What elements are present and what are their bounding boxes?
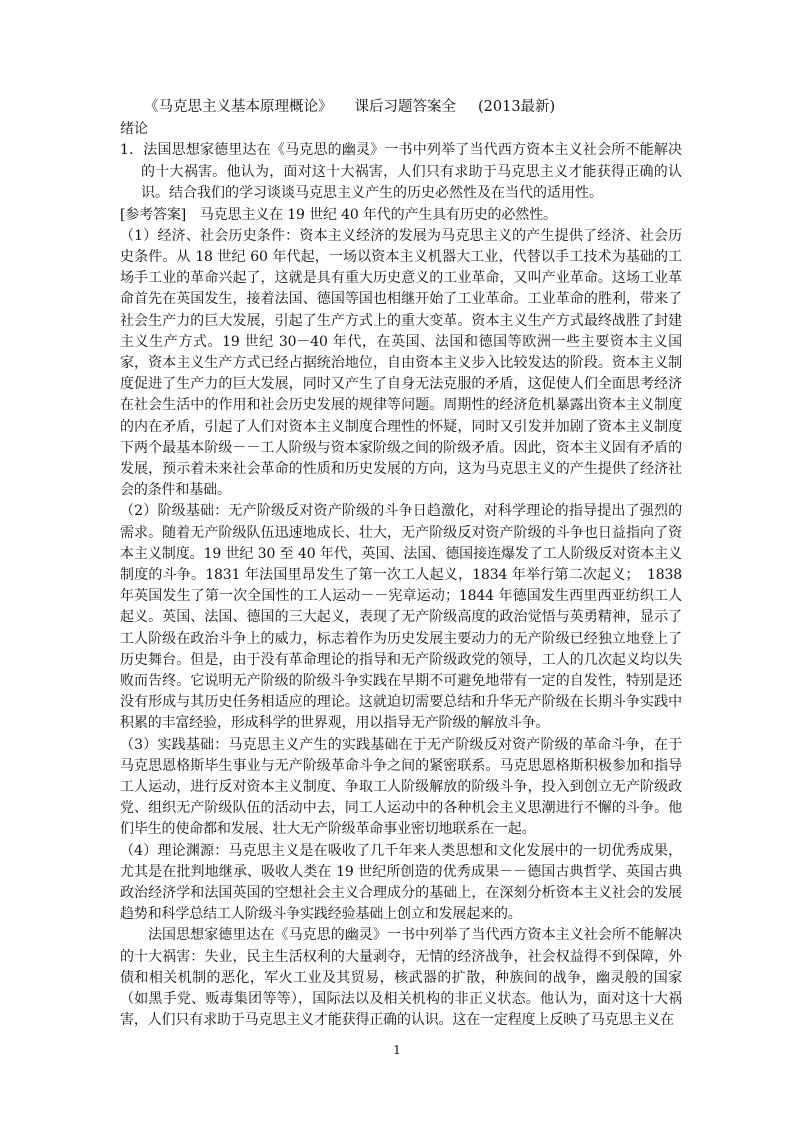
title-subtitle: 课后习题答案全 [354,99,456,115]
paragraph-derrida: 法国思想家德里达在《马克思的幽灵》一书中列举了当代西方资本主义社会所不能解决的十大祸害：失业，民主生活权利的大量剥夺，无情的经济战争，社会权益得不到保障，外债和相关机制的恶化，军火工业及其贸易，核武器的扩散，种族间的战争，幽灵般的国家（如黑手党、贩毒集团等等），国际法以及相关机构的非正义状态。他认为，面对这十大祸害，人们只有求助于马克思主义才能获得正确的认识。这在一定程度上反映了马克思主义在 [120,927,682,1029]
document-body [120,96,682,1031]
paragraph-practice: （3）实践基础：马克思主义产生的实践基础在于无产阶级反对资产阶级的革命斗争，在于马克思恩格斯毕生事业与无产阶级革命斗争之间的紧密联系。马克思恩格斯积极参加和指导工人运动，进行反对资本主义制度、争取工人阶级解放的阶级斗争，投入到创立无产阶级政党、组织无产阶级队伍的活动中去，同工人运动中的各种机会主义思潮进行不懈的斗争。他们毕生的使命都和发展、壮大无产阶级革命事业密切地联系在一起。 [120,736,682,838]
paragraph-class: （2）阶级基础：无产阶级反对资产阶级的斗争日趋激化，对科学理论的指导提出了强烈的需求。随着无产阶级队伍迅速地成长、壮大，无产阶级反对资产阶级的斗争也日益指向了资本主义制度。19 世纪 30 至 40 年代，英国、法国、德国接连爆发了工人阶级反对资本主义制度的斗争。1831 年法国里昂发生了第一次工人起义，1834 年举行第二次起义； 1838 年英国发生了第一次全国性的工人运动－－宪章运动；1844 年德国发生西里西亚纺织工人起义。英国、法国、德国的三大起义，表现了无产阶级高度的政治觉悟与英勇精神，显示了工人阶级在政治斗争上的威力，标志着作为历史发展主要动力的无产阶级已经独立地登上了历史舞台。但是，由于没有革命理论的指导和无产阶级政党的领导，工人的几次起义均以失败而告终。它说明无产阶级的阶级斗争实践在早期不可避免地带有一定的自发性，特别是还没有形成与其历史任务相适应的理论。这就迫切需要总结和升华无产阶级在长期斗争实践中积累的丰富经验，形成科学的世界观，用以指导无产阶级的解放斗争。 [120,503,682,732]
document-title [120,96,682,118]
answer-intro: [参考答案] 马克思主义在 19 世纪 40 年代的产生具有历史的必然性。 [120,206,557,223]
title-main: 《马克思主义基本原理概论》 [144,99,333,115]
question-text: 1．法国思想家德里达在《马克思的幽灵》一书中列举了当代西方资本主义社会所不能解决的十大祸害。他认为，面对这十大祸害，人们只有求助于马克思主义才能获得正确的认识。结合我们的学习谈谈马克思主义产生的历史必然性及在当代的适用性。 [120,142,682,201]
title-year: (2013最新) [478,99,556,115]
page-number: 1 [393,1043,401,1057]
paragraph-economic: （1）经济、社会历史条件：资本主义经济的发展为马克思主义的产生提供了经济、社会历史条件。从 18 世纪 60 年代起，一场以资本主义机器大工业，代替以手工技术为基础的工场手工业的革命兴起了，这就是具有重大历史意义的工业革命，又叫产业革命。这场工业革命首先在英国发生，接着法国、德国等国也相继开始了工业革命。工业革命的胜利，带来了社会生产力的巨大发展，引起了生产方式上的重大变革。资本主义生产方式最终战胜了封建主义生产方式。19 世纪 30－40 年代，在英国、法国和德国等欧洲一些主要资本主义国家，资本主义生产方式已经占据统治地位，自由资本主义步入比较发达的阶段。资本主义制度促进了生产力的巨大发展，同时又产生了自身无法克服的矛盾，这促使人们全面思考经济在社会生活中的作用和社会历史发展的规律等问题。周期性的经济危机暴露出资本主义制度的内在矛盾，引起了人们对资本主义制度合理性的怀疑，同时又引发并加剧了资本主义制度下两个最基本阶级－－工人阶级与资本家阶级之间的阶级矛盾。因此，资本主义固有矛盾的发展，预示着未来社会革命的性质和历史发展的方向，这为马克思主义的产生提供了经济社会的条件和基础。 [120,227,682,499]
paragraph-theory: （4）理论渊源：马克思主义是在吸收了几千年来人类思想和文化发展中的一切优秀成果，尤其是在批判地继承、吸收人类在 19 世纪所创造的优秀成果－－德国古典哲学、英国古典政治经济学和法国英国的空想社会主义合理成分的基础上，在深刻分析资本主义社会的发展趋势和科学总结工人阶级斗争实践经验基础上创立和发展起来的。 [120,842,682,923]
section-heading: 绪论 [120,121,148,137]
